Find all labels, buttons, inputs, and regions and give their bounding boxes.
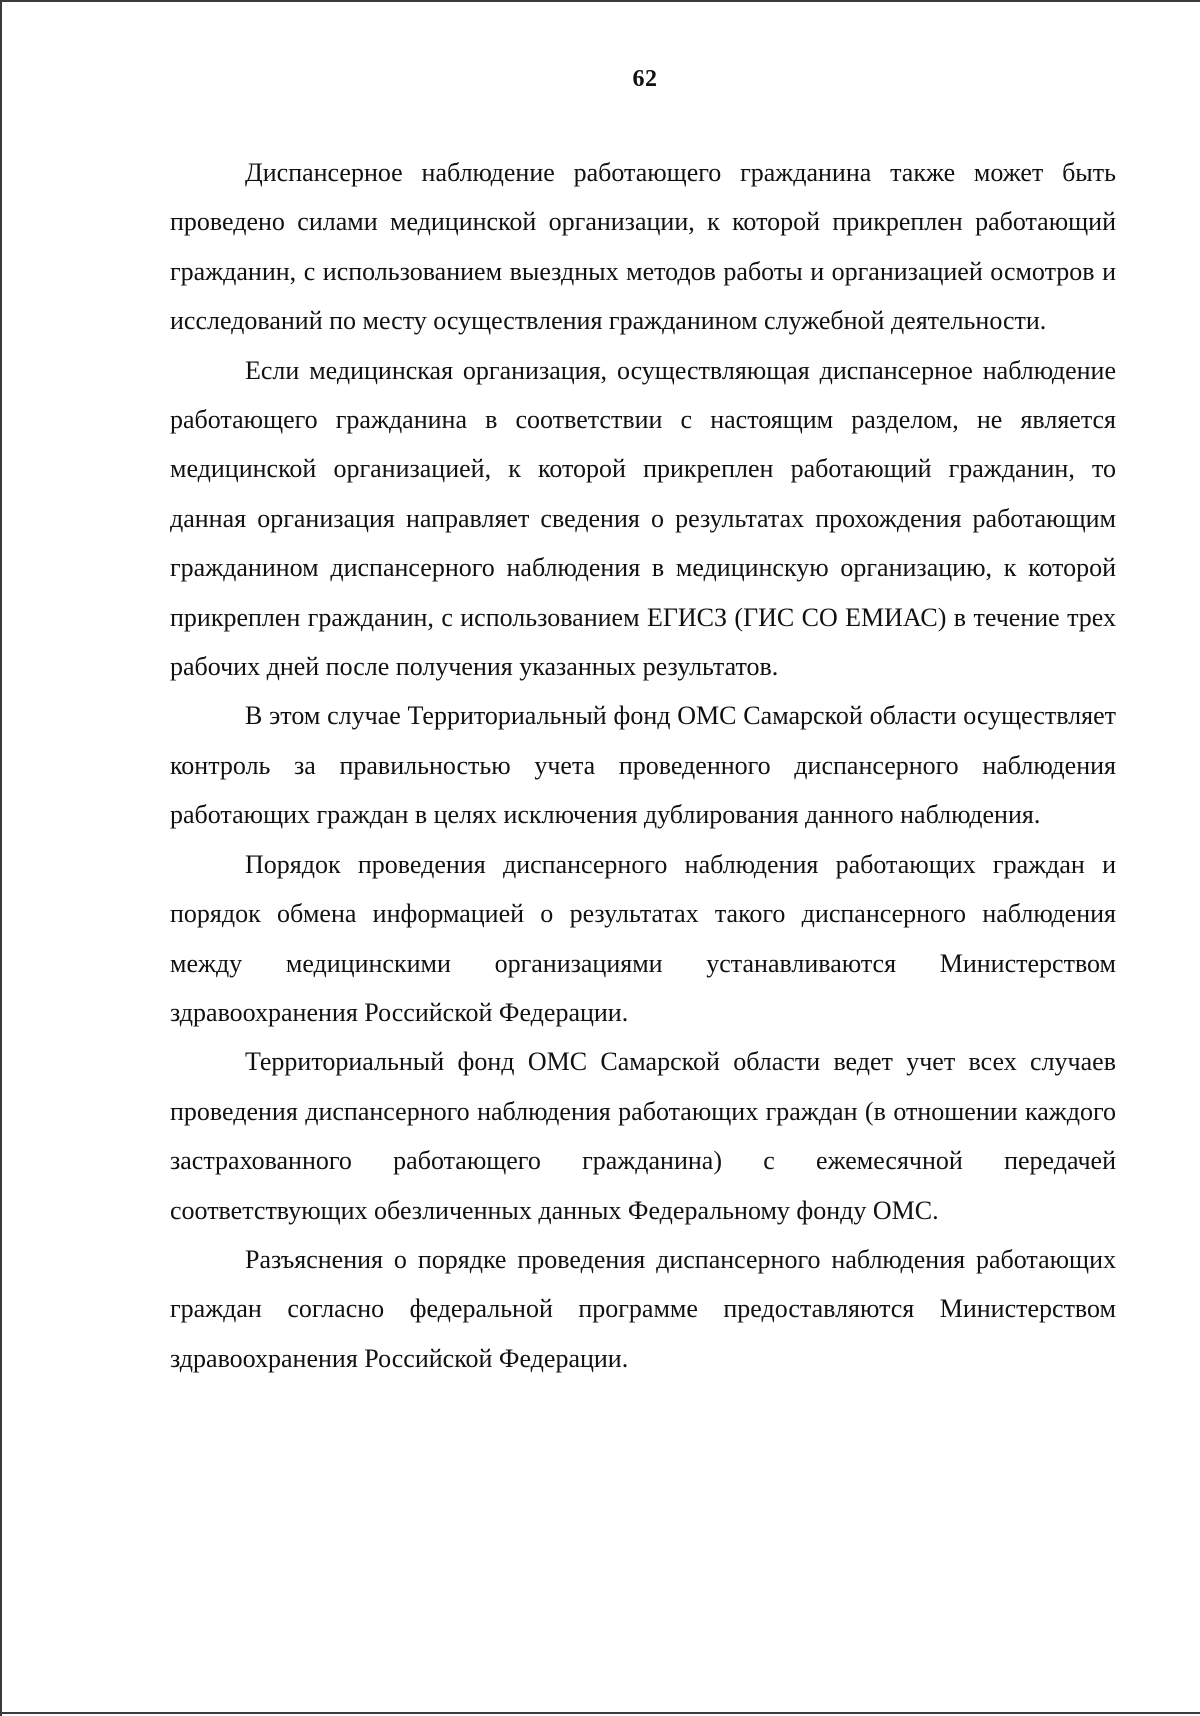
page-number: 62 <box>632 66 658 92</box>
paragraph-3: В этом случае Территориальный фонд ОМС Самарской области осуществляет контроль за правильностью учета проведенного диспансерного наблюдения работающих граждан в целях исключения дублирования данного наблюдения. <box>170 701 1116 830</box>
paragraph-5: Территориальный фонд ОМС Самарской области ведет учет всех случаев проведения диспансерного наблюдения работающих граждан (в отношении каждого застрахованного работающего гражданина) с ежемесячной передачей соответствующих обезличенных данных Федеральному фонду ОМС. <box>170 1047 1116 1225</box>
scan-edge-bottom <box>0 1712 1200 1714</box>
paragraph-2: Если медицинская организация, осуществляющая диспансерное наблюдение работающего гражданина в соответствии с настоящим разделом, не является медицинской организацией, к которой прикреплен работающий гражданин, то данная организация направляет сведения о результатах прохождения работающим гражданином диспансерного наблюдения в медицинскую организацию, к которой прикреплен гражданин, с использованием ЕГИСЗ (ГИС СО ЕМИАС) в течение трех рабочих дней после получения указанных результатов. <box>170 355 1116 682</box>
paragraph-1: Диспансерное наблюдение работающего гражданина также может быть проведено силами медицинской организации, к которой прикреплен работающий гражданин, с использованием выездных методов работы и организацией осмотров и исследований по месту осуществления гражданином служебной деятельности. <box>170 158 1116 336</box>
paragraph-6: Разъяснения о порядке проведения диспансерного наблюдения работающих граждан согласно федеральной программе предоставляются Министерством здравоохранения Российской Федерации. <box>170 1244 1116 1373</box>
scan-edge-left <box>0 0 2 1716</box>
document-body <box>170 148 1116 1383</box>
paragraph-4: Порядок проведения диспансерного наблюдения работающих граждан и порядок обмена информацией о результатах такого диспансерного наблюдения между медицинскими организациями устанавливаются Министерством здравоохранения Российской Федерации. <box>170 849 1116 1027</box>
scan-edge-top <box>0 0 1200 2</box>
